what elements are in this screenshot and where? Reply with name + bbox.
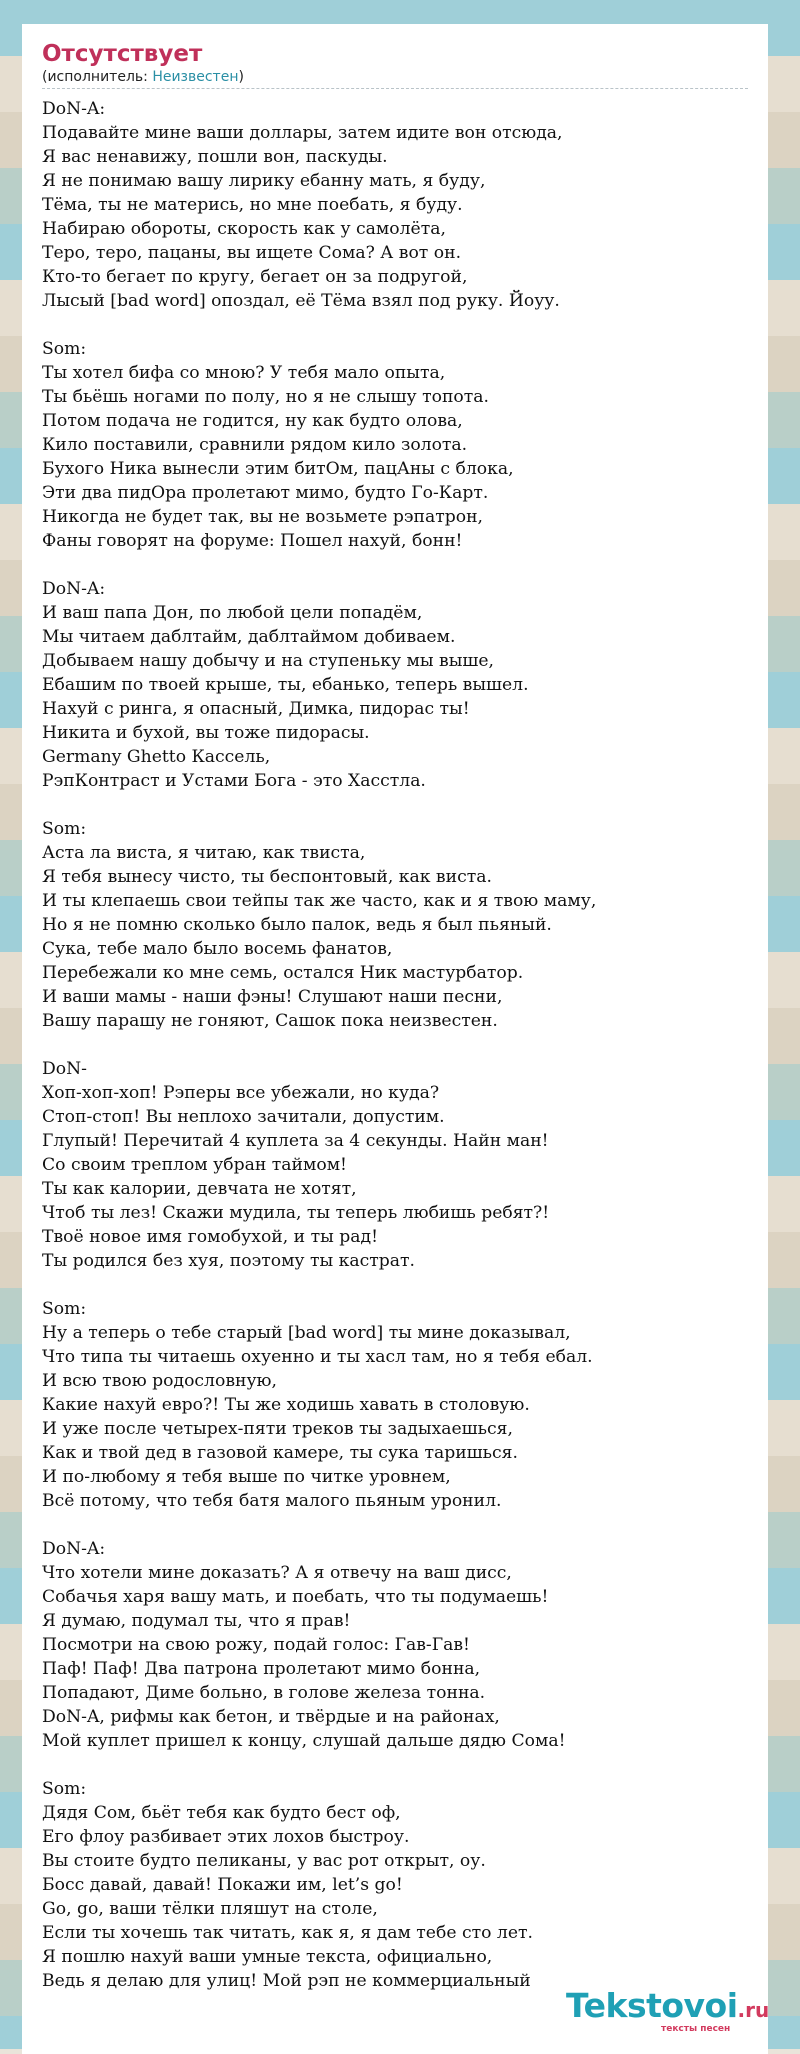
artist-suffix: ) xyxy=(238,69,244,85)
stanza-speaker-label: Som: xyxy=(42,1299,87,1319)
lyrics-line: Germany Ghetto Кассель, xyxy=(42,747,271,767)
lyrics-line: Никогда не будет так, вы не возьмете рэпатрон, xyxy=(42,507,483,527)
lyrics-line: Как и твой дед в газовой камере, ты сука таришься. xyxy=(42,1443,518,1463)
lyrics-line: Босс давай, давай! Покажи им, let’s go! xyxy=(42,1875,403,1895)
lyrics-line: Попадают, Диме больно, в голове железа тонна. xyxy=(42,1683,486,1703)
lyrics-line: Хоп-хоп-хоп! Рэперы все убежали, но куда? xyxy=(42,1083,440,1103)
lyrics-line: DoN-A, рифмы как бетон, и твёрдые и на районах, xyxy=(42,1707,500,1727)
lyrics-line: Бухого Ника вынесли этим битОм, пацАны с блока, xyxy=(42,459,514,479)
lyrics-line: Нахуй с ринга, я опасный, Димка, пидорас ты! xyxy=(42,699,470,719)
stanza-speaker-label: DoN-A: xyxy=(42,1539,106,1559)
lyrics-line: Мы читаем даблтайм, даблтаймом добиваем. xyxy=(42,627,456,647)
lyrics-line: Я пошлю нахуй ваши умные текста, официально, xyxy=(42,1947,493,1967)
lyrics-stanza xyxy=(42,1537,748,1753)
lyrics-line: Перебежали ко мне семь, остался Ник мастурбатор. xyxy=(42,963,524,983)
lyrics-line: Паф! Паф! Два патрона пролетают мимо бонна, xyxy=(42,1659,481,1679)
lyrics-line: Потом подача не годится, ну как будто олова, xyxy=(42,411,463,431)
logo-tagline: тексты песен xyxy=(661,2024,731,2034)
lyrics-line: Если ты хочешь так читать, как я, я дам тебе сто лет. xyxy=(42,1923,533,1943)
lyrics-line: Посмотри на свою рожу, подай голос: Гав-Гав! xyxy=(42,1635,470,1655)
artist-prefix: (исполнитель: xyxy=(42,69,153,85)
stanza-speaker-label: Som: xyxy=(42,339,87,359)
lyrics-line: Вашу парашу не гоняют, Сашок пока неизвестен. xyxy=(42,1011,498,1031)
lyrics-line: Что типа ты читаешь охуенно и ты хасл там, но я тебя ебал. xyxy=(42,1347,593,1367)
lyrics-stanza xyxy=(42,1777,748,1993)
lyrics-line: И ваш папа Дон, по любой цели попадём, xyxy=(42,603,423,623)
lyrics-line: Я не понимаю вашу лирику ебанну мать, я буду, xyxy=(42,171,486,191)
lyrics-line: Go, go, ваши тёлки пляшут на столе, xyxy=(42,1899,378,1919)
lyrics-line: Чтоб ты лез! Скажи мудила, ты теперь любишь ребят?! xyxy=(42,1203,550,1223)
lyrics-line: И уже после четырех-пяти треков ты задыхаешься, xyxy=(42,1419,513,1439)
lyrics-line: Глупый! Перечитай 4 куплета за 4 секунды. Найн ман! xyxy=(42,1131,549,1151)
lyrics-line: Ебашим по твоей крыше, ты, ебанько, теперь вышел. xyxy=(42,675,529,695)
stanza-speaker-label: DoN- xyxy=(42,1059,87,1079)
lyrics-line: Набираю обороты, скорость как у самолёта, xyxy=(42,219,446,239)
lyrics-line: И ты клепаешь свои тейпы так же часто, как и я твою маму, xyxy=(42,891,597,911)
lyrics-line: Я вас ненавижу, пошли вон, паскуды. xyxy=(42,147,388,167)
lyrics-line: Что хотели мине доказать? А я отвечу на ваш дисс, xyxy=(42,1563,512,1583)
logo-tld-text: .ru xyxy=(737,1998,770,2022)
stanza-speaker-label: DoN-A: xyxy=(42,579,106,599)
lyrics-line: Со своим треплом убран таймом! xyxy=(42,1155,347,1175)
lyrics-line: И всю твою родословную, xyxy=(42,1371,277,1391)
lyrics-line: Я думаю, подумал ты, что я прав! xyxy=(42,1611,351,1631)
song-title: Отсутствует xyxy=(42,41,203,67)
site-logo[interactable] xyxy=(566,1986,776,2034)
lyrics-line: Собачья харя вашу мать, и поебать, что ты подумаешь! xyxy=(42,1587,549,1607)
lyrics-stanza xyxy=(42,97,748,313)
lyrics-line: Кто-то бегает по кругу, бегает он за подругой, xyxy=(42,267,468,287)
lyrics-line: Мой куплет пришел к концу, слушай дальше дядю Сома! xyxy=(42,1731,566,1751)
lyrics-line: Ну а теперь о тебе старый [bad word] ты мине доказывал, xyxy=(42,1323,571,1343)
lyrics-line: Никита и бухой, вы тоже пидорасы. xyxy=(42,723,370,743)
stanza-speaker-label: Som: xyxy=(42,819,87,839)
lyrics-line: Ты бьёшь ногами по полу, но я не слышу топота. xyxy=(42,387,489,407)
lyrics-panel xyxy=(22,24,768,2054)
lyrics-line: Добываем нашу добычу и на ступеньку мы выше, xyxy=(42,651,495,671)
lyrics-line: РэпКонтраст и Устами Бога - это Хасстла. xyxy=(42,771,426,791)
lyrics-line: Дядя Сом, бьёт тебя как будто бест оф, xyxy=(42,1803,401,1823)
lyrics-stanza xyxy=(42,1057,748,1273)
lyrics-line: Ты как калории, девчата не хотят, xyxy=(42,1179,357,1199)
lyrics-line: Я тебя вынесу чисто, ты беспонтовый, как виста. xyxy=(42,867,492,887)
lyrics-line: Кило поставили, сравнили рядом кило золота. xyxy=(42,435,468,455)
lyrics-line: Ведь я делаю для улиц! Мой рэп не коммерциальный xyxy=(42,1971,531,1991)
stanza-speaker-label: DoN-A: xyxy=(42,99,106,119)
stanza-speaker-label: Som: xyxy=(42,1779,87,1799)
lyrics-body xyxy=(42,97,748,1993)
lyrics-line: И по-любому я тебя выше по читке уровнем, xyxy=(42,1467,451,1487)
lyrics-line: Подавайте мине ваши доллары, затем идите вон отсюда, xyxy=(42,123,563,143)
lyrics-line: Стоп-стоп! Вы неплохо зачитали, допустим. xyxy=(42,1107,445,1127)
lyrics-line: Эти два пидОра пролетают мимо, будто Го-Карт. xyxy=(42,483,489,503)
lyrics-line: Ты родился без хуя, поэтому ты кастрат. xyxy=(42,1251,416,1271)
lyrics-stanza xyxy=(42,817,748,1033)
lyrics-line: Тёма, ты не матерись, но мне поебать, я буду. xyxy=(42,195,463,215)
lyrics-line: Сука, тебе мало было восемь фанатов, xyxy=(42,939,393,959)
artist-line xyxy=(42,68,748,89)
logo-main-text: Tekstovoi xyxy=(566,1986,738,2025)
artist-link[interactable]: Неизвестен xyxy=(152,69,239,85)
lyrics-line: Аста ла виста, я читаю, как твиста, xyxy=(42,843,366,863)
lyrics-line: Твоё новое имя гомобухой, и ты рад! xyxy=(42,1227,378,1247)
lyrics-line: Его флоу разбивает этих лохов быстроу. xyxy=(42,1827,410,1847)
lyrics-stanza xyxy=(42,1297,748,1513)
lyrics-line: Лысый [bad word] опоздал, её Тёма взял под руку. Йоуу. xyxy=(42,291,560,311)
lyrics-stanza xyxy=(42,337,748,553)
lyrics-line: Фаны говорят на форуме: Пошел нахуй, бонн! xyxy=(42,531,463,551)
lyrics-line: Какие нахуй евро?! Ты же ходишь хавать в столовую. xyxy=(42,1395,530,1415)
lyrics-line: Но я не помню сколько было палок, ведь я был пьяный. xyxy=(42,915,552,935)
lyrics-line: Всё потому, что тебя батя малого пьяным уронил. xyxy=(42,1491,502,1511)
lyrics-line: Вы стоите будто пеликаны, у вас рот открыт, оу. xyxy=(42,1851,486,1871)
lyrics-line: И ваши мамы - наши фэны! Слушают наши песни, xyxy=(42,987,503,1007)
lyrics-stanza xyxy=(42,577,748,793)
lyrics-line: Ты хотел бифа со мною? У тебя мало опыта, xyxy=(42,363,446,383)
lyrics-line: Теро, теро, пацаны, вы ищете Сома? А вот он. xyxy=(42,243,462,263)
